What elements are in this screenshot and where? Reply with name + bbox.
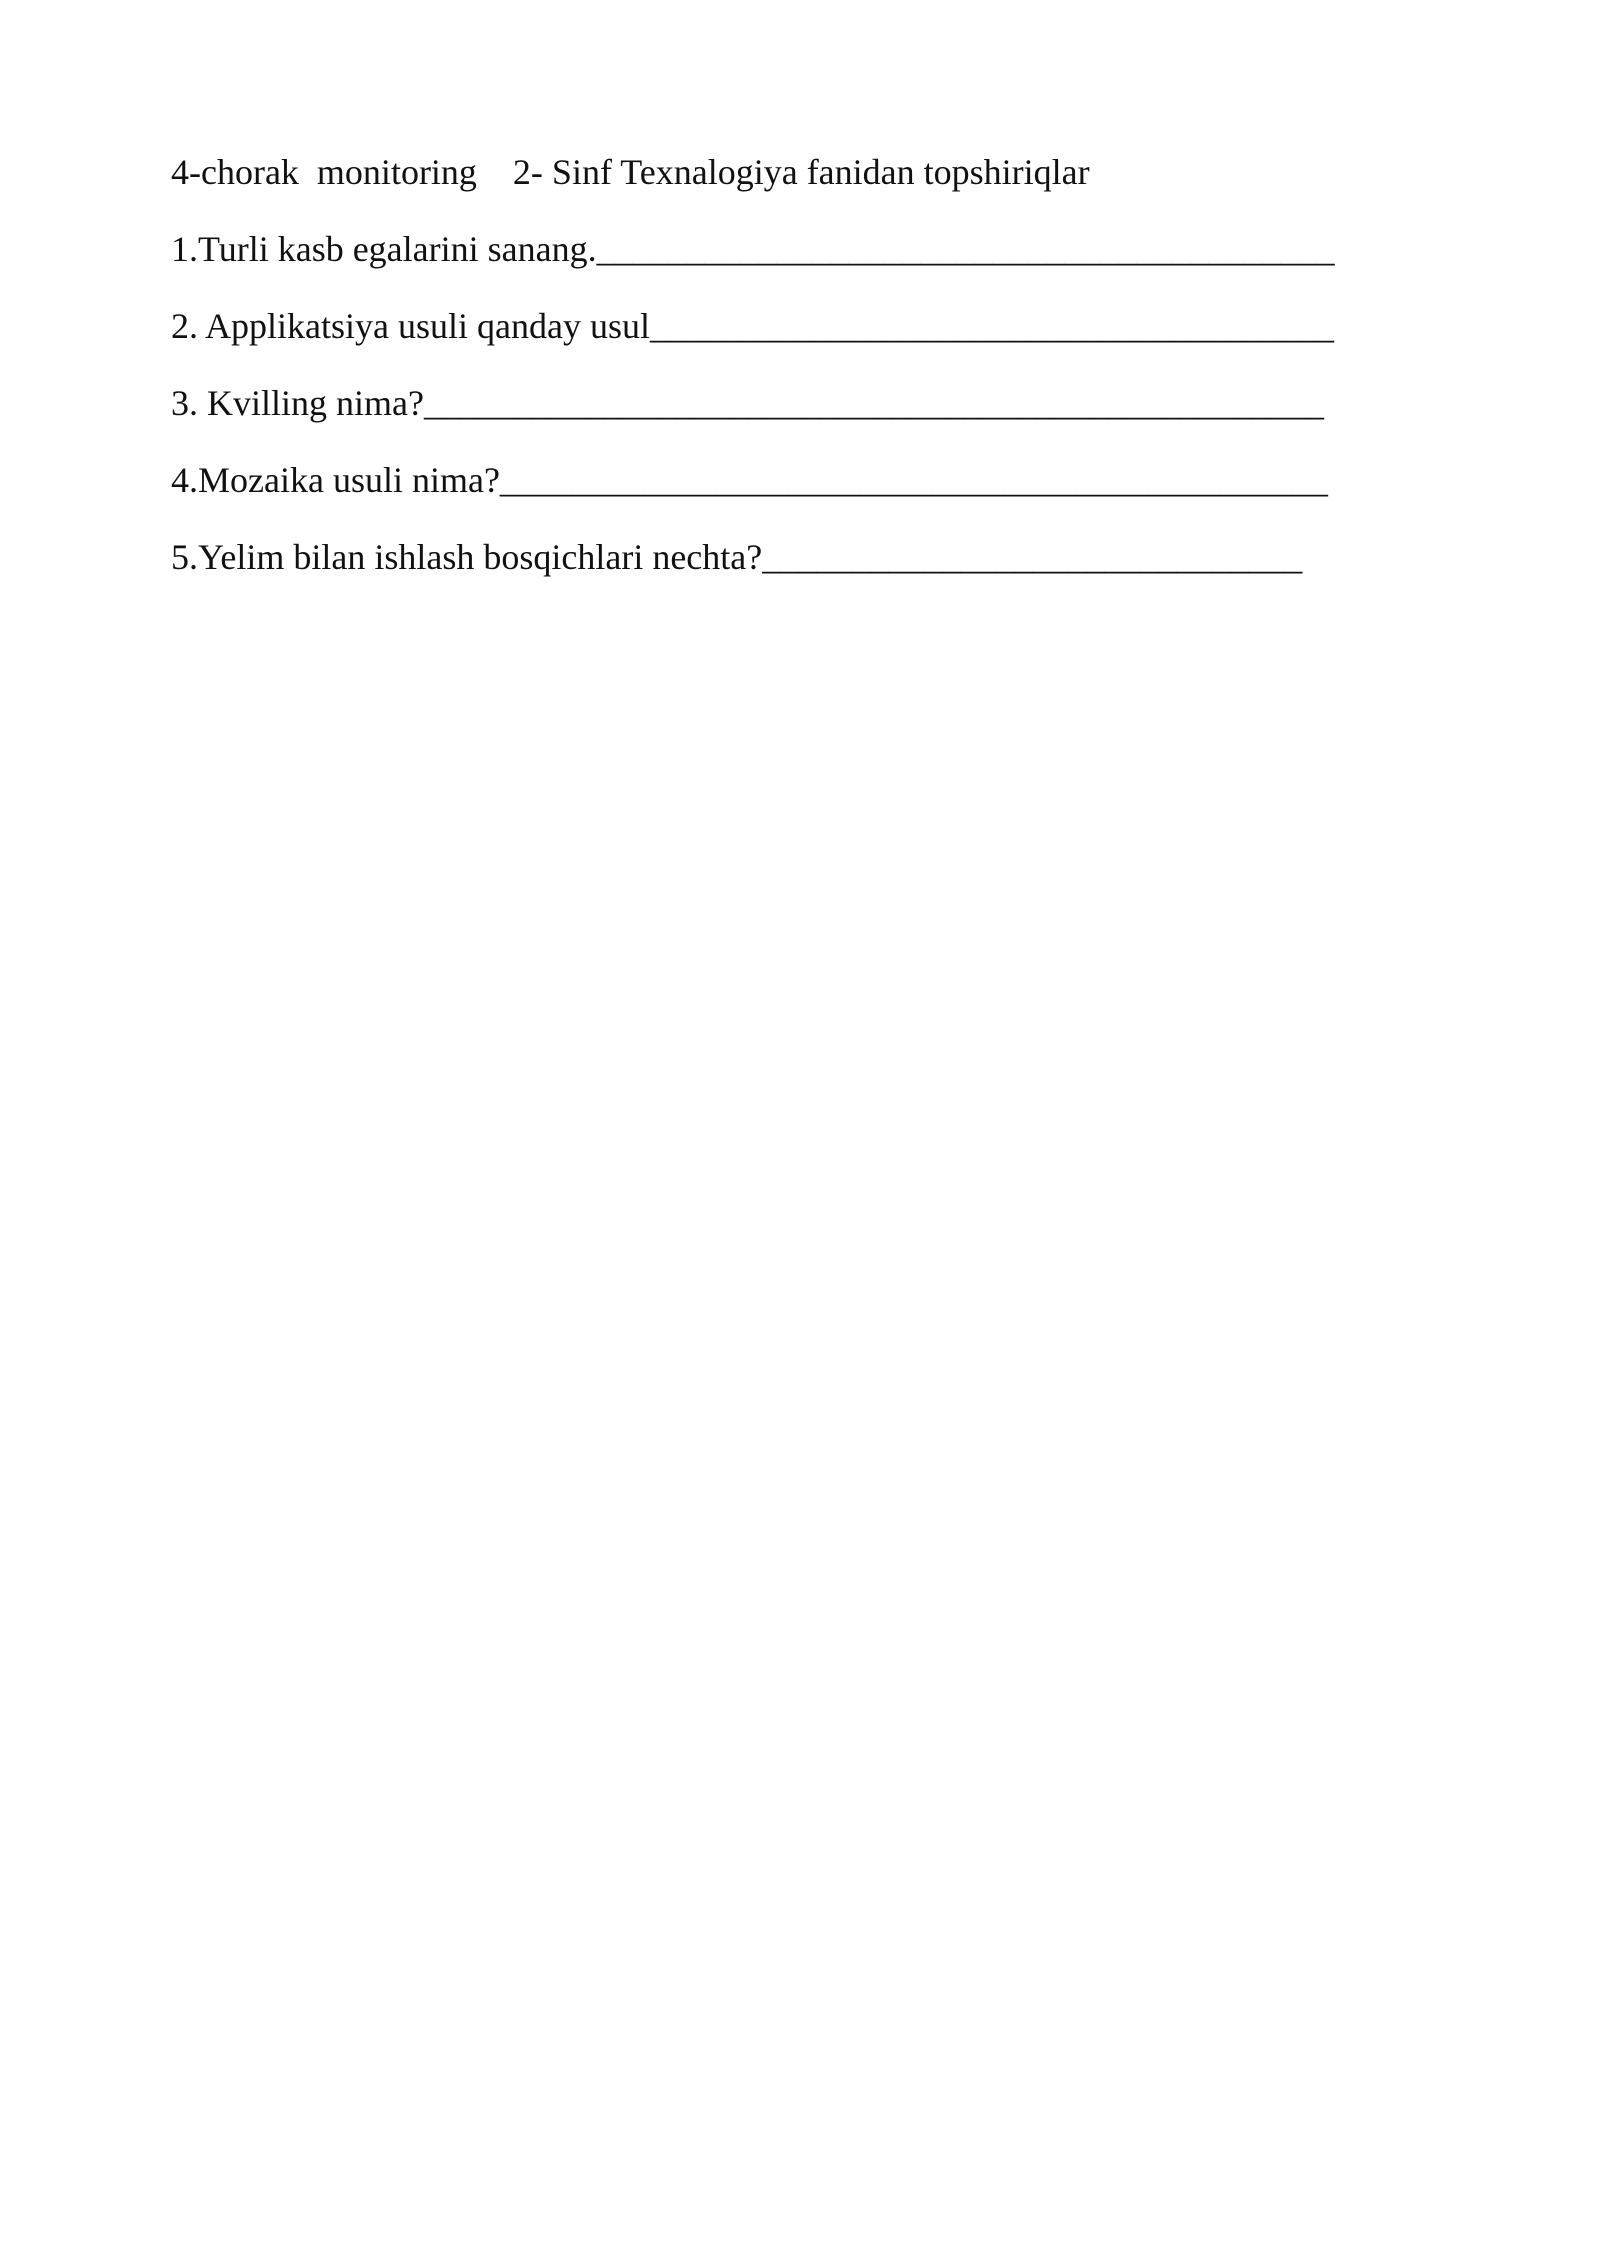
document-body [171, 150, 1421, 612]
question-2: 2. Applikatsiya usuli qanday usul______________________________________ [171, 306, 1334, 346]
document-heading: 4-chorak monitoring 2- Sinf Texnalogiya fanidan topshiriqlar [171, 152, 1090, 192]
question-5: 5.Yelim bilan ishlash bosqichlari nechta?______________________________ [171, 537, 1303, 577]
question-4: 4.Mozaika usuli nima?______________________________________________ [171, 460, 1328, 500]
question-3: 3. Kvilling nima?__________________________________________________ [171, 383, 1324, 423]
question-1: 1.Turli kasb egalarini sanang._________________________________________ [171, 229, 1335, 269]
